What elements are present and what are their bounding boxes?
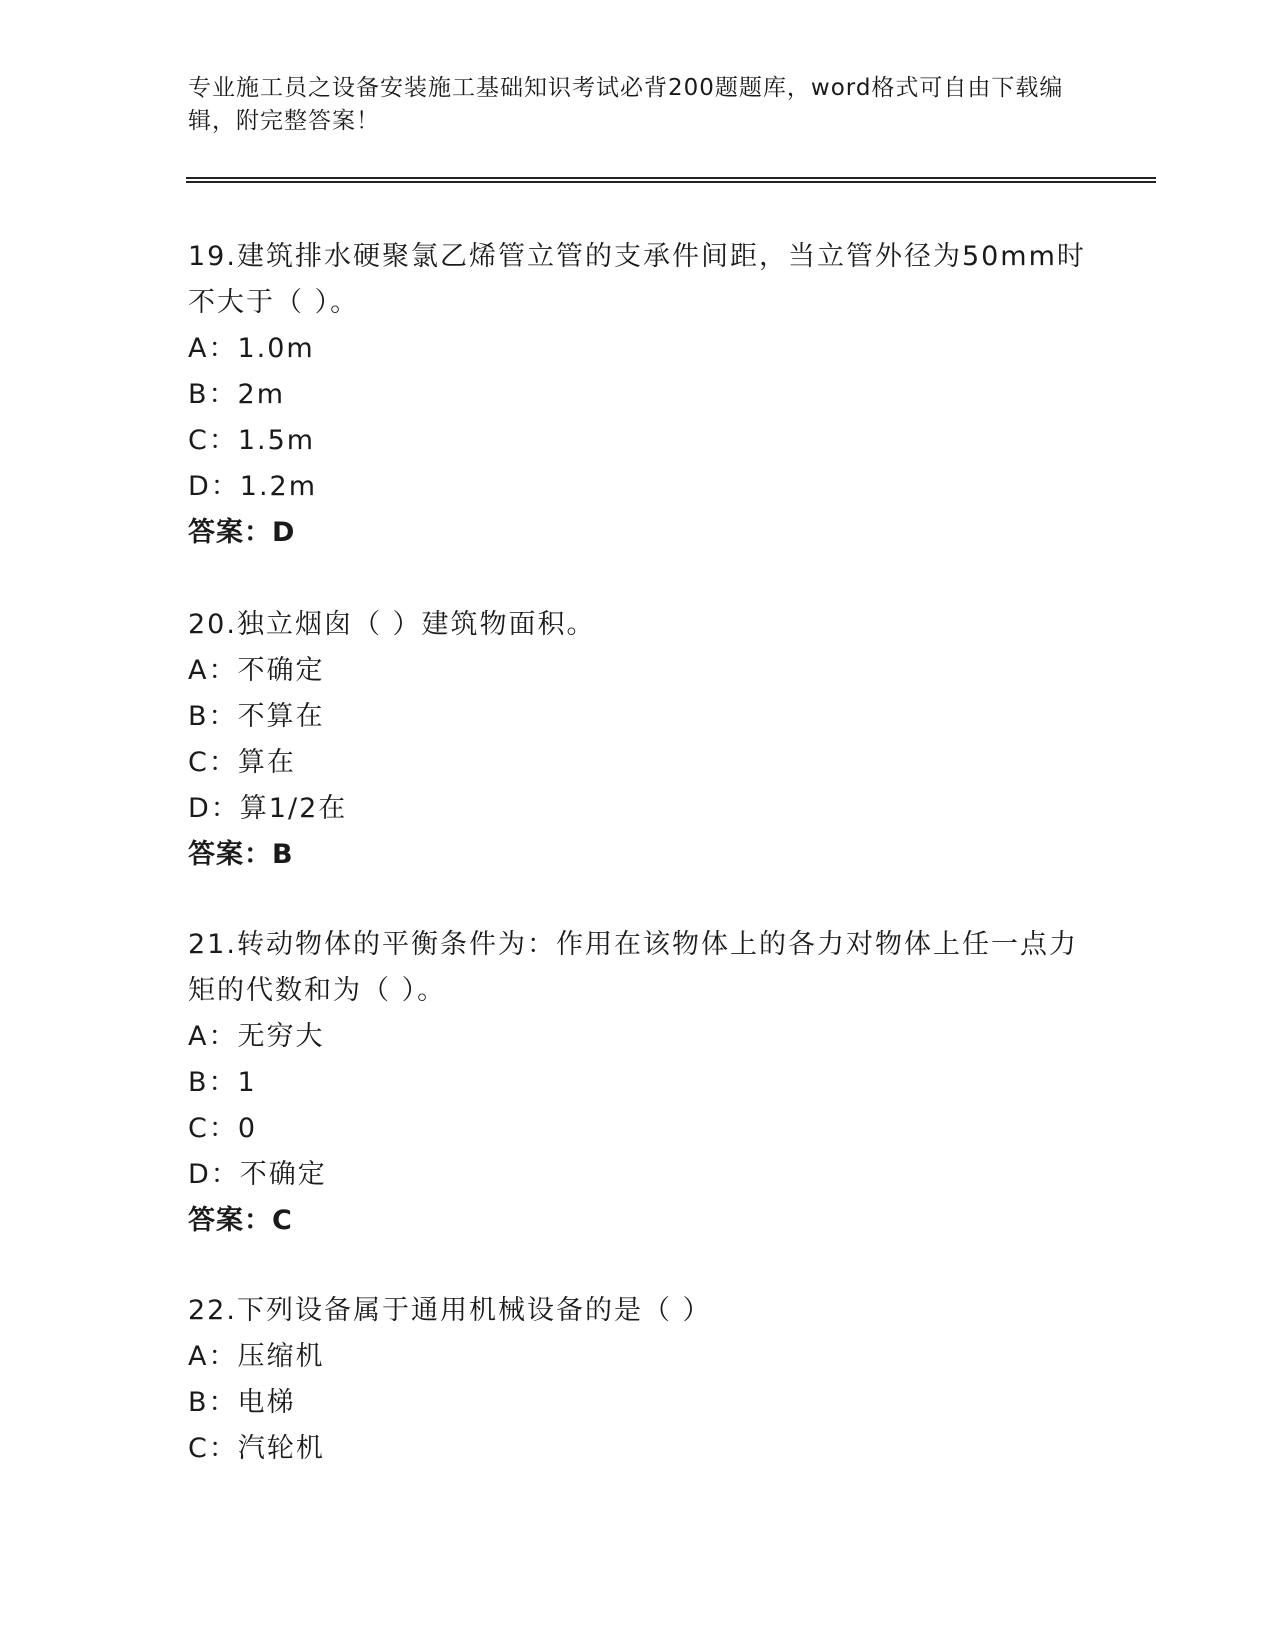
question-text: 21.转动物体的平衡条件为：作用在该物体上的各力对物体上任一点力矩的代数和为（ ）。 — [188, 929, 1078, 1006]
answer: 答案：C — [188, 1205, 293, 1236]
question-text: 22.下列设备属于通用机械设备的是（ ） — [188, 1295, 712, 1326]
option-d: D：算1/2在 — [188, 793, 348, 824]
option-c: C：1.5m — [188, 425, 316, 456]
question-20 — [188, 602, 1088, 878]
option-c: C：汽轮机 — [188, 1433, 325, 1464]
question-21 — [188, 922, 1088, 1244]
option-d: D：1.2m — [188, 471, 318, 502]
question-text: 20.独立烟囱（ ）建筑物面积。 — [188, 609, 596, 640]
option-a: A：不确定 — [188, 655, 325, 686]
option-b: B：2m — [188, 379, 286, 410]
option-c: C：算在 — [188, 747, 296, 778]
header-divider — [186, 177, 1156, 183]
option-a: A：1.0m — [188, 333, 315, 364]
document-header: 专业施工员之设备安装施工基础知识考试必背200题题库，word格式可自由下载编辑，附完整答案！ — [188, 75, 1064, 134]
answer: 答案：B — [188, 839, 294, 870]
option-b: B：不算在 — [188, 701, 325, 732]
answer: 答案：D — [188, 517, 296, 548]
question-22 — [188, 1288, 1088, 1472]
option-b: B：电梯 — [188, 1387, 296, 1418]
option-c: C：0 — [188, 1113, 258, 1144]
option-a: A：压缩机 — [188, 1341, 325, 1372]
option-b: B：1 — [188, 1067, 257, 1098]
option-d: D：不确定 — [188, 1159, 327, 1190]
option-a: A：无穷大 — [188, 1021, 325, 1052]
question-19 — [188, 234, 1088, 556]
question-text: 19.建筑排水硬聚氯乙烯管立管的支承件间距，当立管外径为50mm时不大于（ ）。 — [188, 241, 1086, 318]
